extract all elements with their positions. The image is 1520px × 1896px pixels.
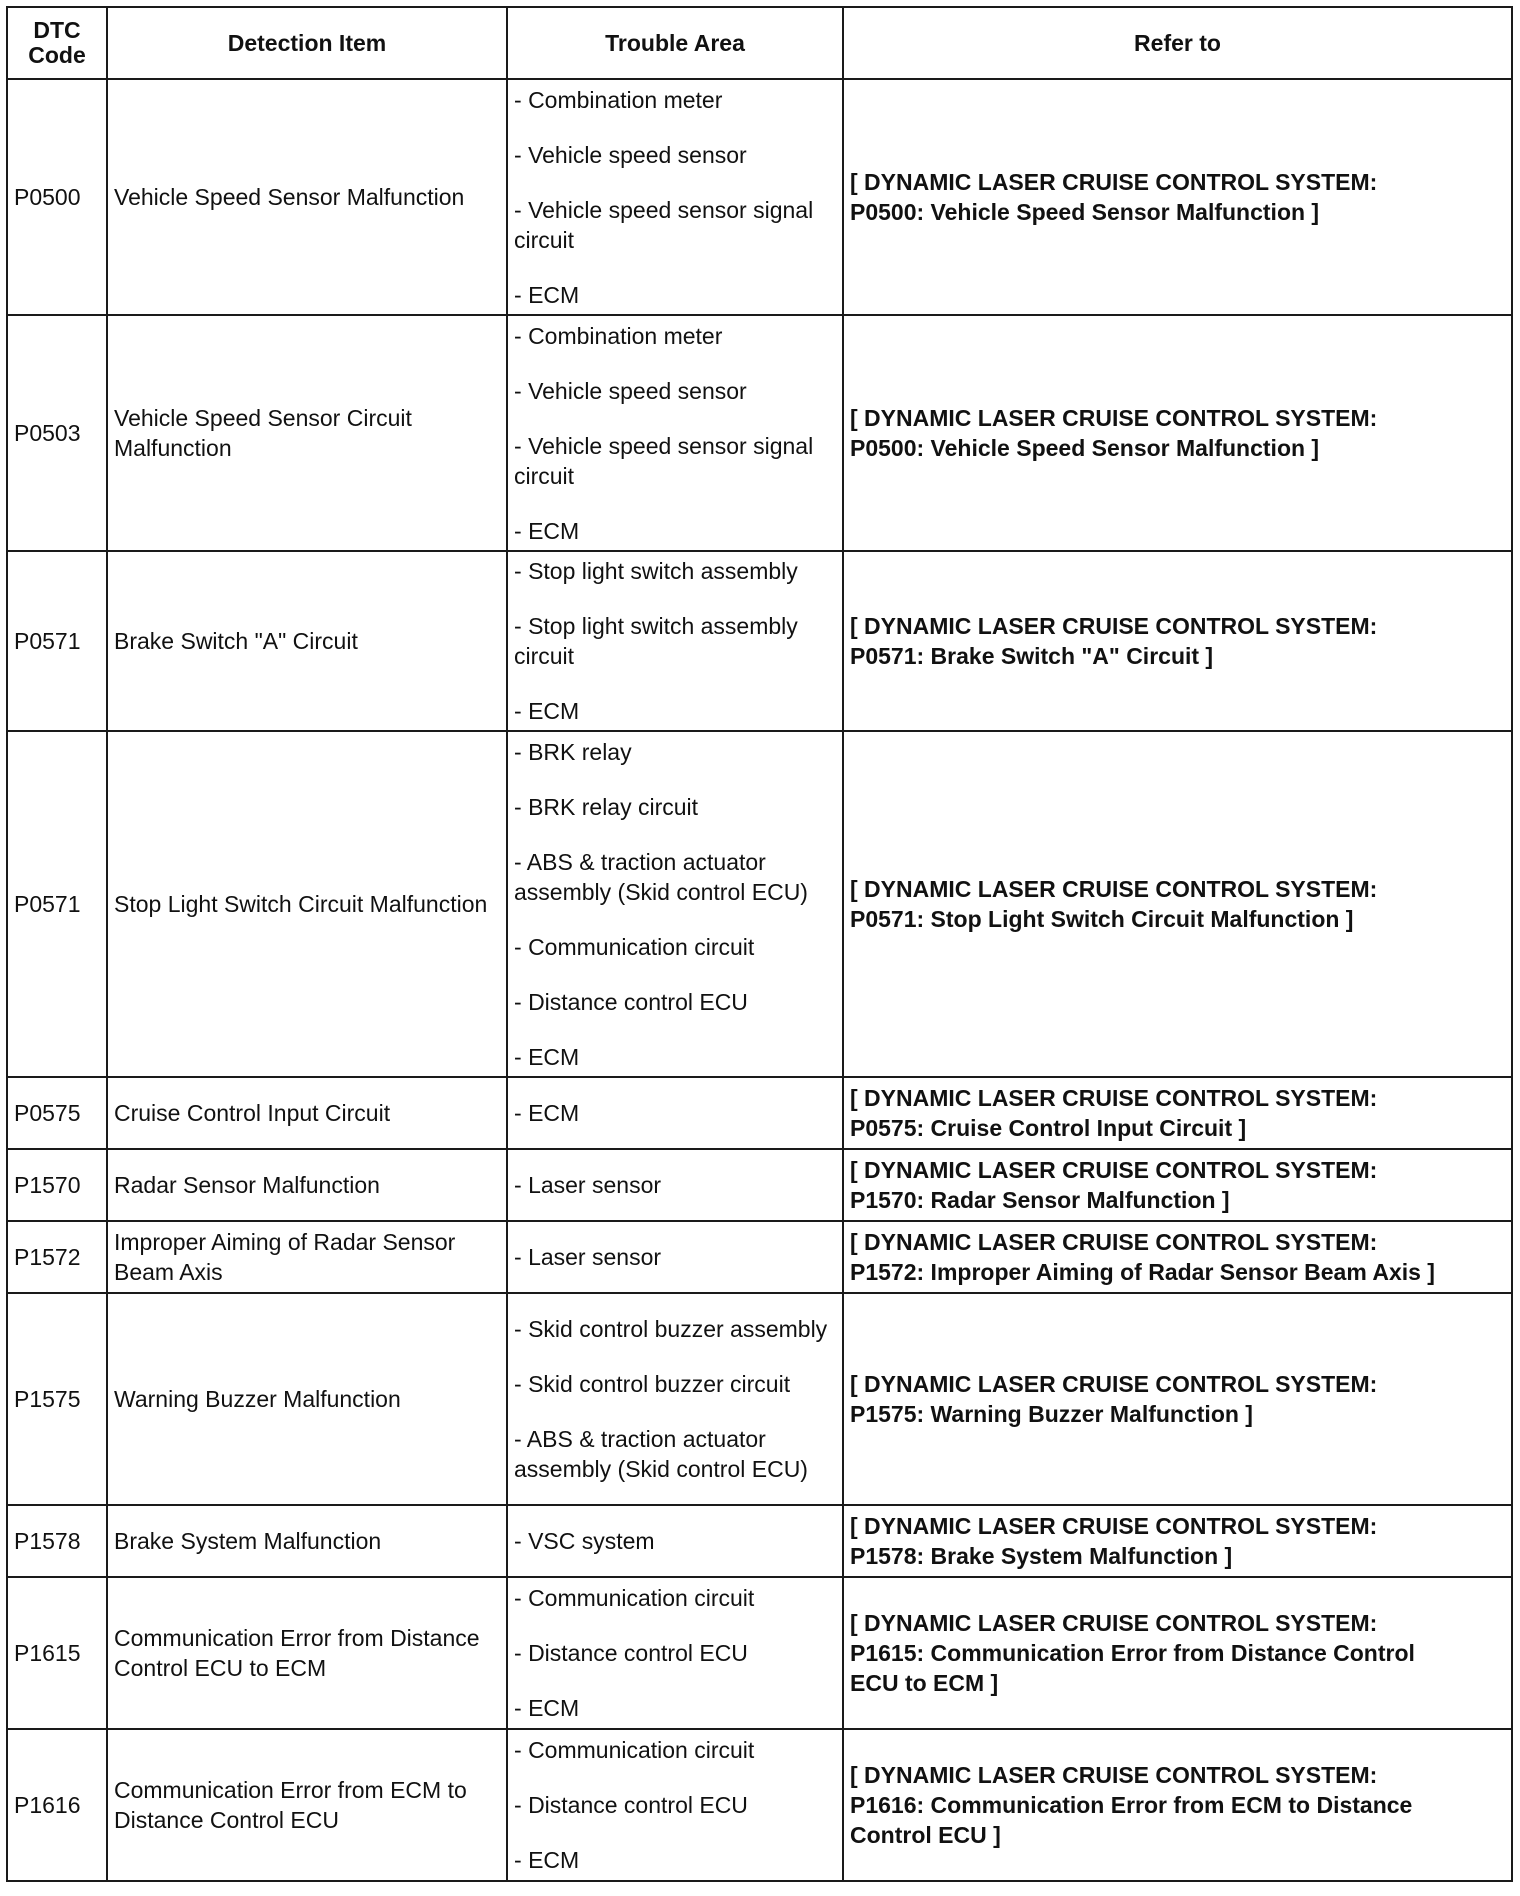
trouble-area-item: - Vehicle speed sensor signal circuit <box>514 431 836 491</box>
dtc-code-cell: P1572 <box>7 1221 107 1293</box>
dtc-code-cell: P0503 <box>7 315 107 551</box>
refer-to-text: [ DYNAMIC LASER CRUISE CONTROL SYSTEM: <box>850 1085 1378 1111</box>
trouble-area-item: - Stop light switch assembly <box>514 556 836 586</box>
trouble-area-item: - Stop light switch assembly circuit <box>514 611 836 671</box>
table-row <box>7 731 1512 1077</box>
refer-to-text: P1572: Improper Aiming of Radar Sensor Beam Axis ] <box>850 1259 1435 1285</box>
dtc-code-cell: P1616 <box>7 1729 107 1881</box>
refer-to-text: [ DYNAMIC LASER CRUISE CONTROL SYSTEM: <box>850 1371 1378 1397</box>
trouble-area-item: - Distance control ECU <box>514 1790 836 1820</box>
header-row <box>7 7 1512 79</box>
trouble-area-item: - Skid control buzzer circuit <box>514 1369 836 1399</box>
refer-to-cell <box>843 1577 1512 1729</box>
detection-item-cell: Cruise Control Input Circuit <box>107 1077 507 1149</box>
detection-item-cell: Vehicle Speed Sensor Malfunction <box>107 79 507 315</box>
trouble-area-item: - Laser sensor <box>514 1170 836 1200</box>
trouble-area-item: - ECM <box>514 280 836 310</box>
trouble-area-cell <box>507 1505 843 1577</box>
trouble-area-list <box>514 1583 836 1723</box>
detection-item-cell: Communication Error from ECM to Distance Control ECU <box>107 1729 507 1881</box>
refer-to-cell <box>843 1077 1512 1149</box>
refer-to-cell <box>843 79 1512 315</box>
refer-to-text: Control ECU ] <box>850 1822 1001 1848</box>
trouble-area-item: - Vehicle speed sensor signal circuit <box>514 195 836 255</box>
trouble-area-cell <box>507 1577 843 1729</box>
refer-to-text: [ DYNAMIC LASER CRUISE CONTROL SYSTEM: <box>850 169 1378 195</box>
refer-to-cell <box>843 731 1512 1077</box>
detection-item-cell: Vehicle Speed Sensor Circuit Malfunction <box>107 315 507 551</box>
trouble-area-item: - Laser sensor <box>514 1242 836 1272</box>
trouble-area-item: - Vehicle speed sensor <box>514 376 836 406</box>
dtc-table <box>6 6 1513 1882</box>
detection-item-cell: Radar Sensor Malfunction <box>107 1149 507 1221</box>
trouble-area-item: - BRK relay <box>514 737 836 767</box>
dtc-code-cell: P1570 <box>7 1149 107 1221</box>
refer-to-text: [ DYNAMIC LASER CRUISE CONTROL SYSTEM: <box>850 1762 1378 1788</box>
trouble-area-item: - ECM <box>514 1098 836 1128</box>
trouble-area-cell <box>507 315 843 551</box>
refer-to-text: ECU to ECM ] <box>850 1670 999 1696</box>
dtc-code-cell: P0571 <box>7 731 107 1077</box>
refer-to-cell <box>843 1293 1512 1505</box>
table-row <box>7 1577 1512 1729</box>
table-row <box>7 551 1512 731</box>
detection-item-cell: Improper Aiming of Radar Sensor Beam Axis <box>107 1221 507 1293</box>
refer-to-text: P1575: Warning Buzzer Malfunction ] <box>850 1401 1253 1427</box>
trouble-area-item: - Distance control ECU <box>514 1638 836 1668</box>
refer-to-text: [ DYNAMIC LASER CRUISE CONTROL SYSTEM: <box>850 1229 1378 1255</box>
dtc-code-cell: P0571 <box>7 551 107 731</box>
refer-to-text: P0500: Vehicle Speed Sensor Malfunction ] <box>850 199 1320 225</box>
table-row <box>7 1505 1512 1577</box>
trouble-area-cell <box>507 1293 843 1505</box>
trouble-area-item: - Distance control ECU <box>514 987 836 1017</box>
detection-item-cell: Stop Light Switch Circuit Malfunction <box>107 731 507 1077</box>
trouble-area-cell <box>507 551 843 731</box>
trouble-area-list <box>514 1098 836 1128</box>
refer-to-text: [ DYNAMIC LASER CRUISE CONTROL SYSTEM: <box>850 1610 1378 1636</box>
trouble-area-list <box>514 1314 836 1484</box>
detection-item-cell: Brake System Malfunction <box>107 1505 507 1577</box>
trouble-area-item: - ABS & traction actuator assembly (Skid control ECU) <box>514 847 836 907</box>
refer-to-cell <box>843 315 1512 551</box>
trouble-area-item: - ABS & traction actuator assembly (Skid control ECU) <box>514 1424 836 1484</box>
table-row <box>7 1293 1512 1505</box>
dtc-code-cell: P1575 <box>7 1293 107 1505</box>
trouble-area-item: - Combination meter <box>514 85 836 115</box>
trouble-area-item: - VSC system <box>514 1526 836 1556</box>
trouble-area-list <box>514 85 836 310</box>
refer-to-text: [ DYNAMIC LASER CRUISE CONTROL SYSTEM: <box>850 613 1378 639</box>
refer-to-text: P0571: Stop Light Switch Circuit Malfunction ] <box>850 906 1354 932</box>
header-refer-to: Refer to <box>843 7 1512 79</box>
table-row <box>7 79 1512 315</box>
trouble-area-cell <box>507 1221 843 1293</box>
trouble-area-cell <box>507 1149 843 1221</box>
detection-item-cell: Brake Switch "A" Circuit <box>107 551 507 731</box>
trouble-area-list <box>514 321 836 546</box>
refer-to-cell <box>843 1221 1512 1293</box>
table-row <box>7 315 1512 551</box>
refer-to-text: P1615: Communication Error from Distance Control <box>850 1640 1415 1666</box>
trouble-area-item: - Communication circuit <box>514 1735 836 1765</box>
table-row <box>7 1221 1512 1293</box>
trouble-area-list <box>514 737 836 1072</box>
trouble-area-item: - Skid control buzzer assembly <box>514 1314 836 1344</box>
trouble-area-cell <box>507 1077 843 1149</box>
dtc-code-cell: P0575 <box>7 1077 107 1149</box>
trouble-area-list <box>514 1170 836 1200</box>
dtc-code-cell: P1615 <box>7 1577 107 1729</box>
refer-to-text: [ DYNAMIC LASER CRUISE CONTROL SYSTEM: <box>850 405 1378 431</box>
dtc-table-body <box>7 79 1512 1881</box>
detection-item-cell: Communication Error from Distance Control ECU to ECM <box>107 1577 507 1729</box>
trouble-area-cell <box>507 1729 843 1881</box>
trouble-area-item: - Vehicle speed sensor <box>514 140 836 170</box>
dtc-code-cell: P1578 <box>7 1505 107 1577</box>
dtc-code-cell: P0500 <box>7 79 107 315</box>
trouble-area-cell <box>507 731 843 1077</box>
trouble-area-item: - Communication circuit <box>514 1583 836 1613</box>
refer-to-cell <box>843 551 1512 731</box>
header-dtc-code <box>7 7 107 79</box>
header-dtc-code-line2: Code <box>28 42 86 68</box>
trouble-area-item: - ECM <box>514 696 836 726</box>
header-dtc-code-line1: DTC <box>33 17 81 43</box>
header-detection-item: Detection Item <box>107 7 507 79</box>
trouble-area-cell <box>507 79 843 315</box>
refer-to-cell <box>843 1505 1512 1577</box>
refer-to-text: P1578: Brake System Malfunction ] <box>850 1543 1233 1569</box>
refer-to-text: [ DYNAMIC LASER CRUISE CONTROL SYSTEM: <box>850 1513 1378 1539</box>
refer-to-cell <box>843 1729 1512 1881</box>
table-row <box>7 1729 1512 1881</box>
detection-item-cell: Warning Buzzer Malfunction <box>107 1293 507 1505</box>
table-row <box>7 1149 1512 1221</box>
refer-to-text: P0571: Brake Switch "A" Circuit ] <box>850 643 1214 669</box>
refer-to-text: P1616: Communication Error from ECM to Distance <box>850 1792 1413 1818</box>
header-trouble-area: Trouble Area <box>507 7 843 79</box>
trouble-area-item: - ECM <box>514 1042 836 1072</box>
trouble-area-item: - ECM <box>514 516 836 546</box>
trouble-area-list <box>514 1242 836 1272</box>
trouble-area-item: - BRK relay circuit <box>514 792 836 822</box>
trouble-area-list <box>514 1526 836 1556</box>
trouble-area-item: - ECM <box>514 1693 836 1723</box>
refer-to-text: [ DYNAMIC LASER CRUISE CONTROL SYSTEM: <box>850 1157 1378 1183</box>
refer-to-text: [ DYNAMIC LASER CRUISE CONTROL SYSTEM: <box>850 876 1378 902</box>
refer-to-text: P0500: Vehicle Speed Sensor Malfunction ] <box>850 435 1320 461</box>
refer-to-text: P0575: Cruise Control Input Circuit ] <box>850 1115 1247 1141</box>
refer-to-text: P1570: Radar Sensor Malfunction ] <box>850 1187 1230 1213</box>
trouble-area-item: - Combination meter <box>514 321 836 351</box>
trouble-area-list <box>514 556 836 726</box>
table-row <box>7 1077 1512 1149</box>
trouble-area-list <box>514 1735 836 1875</box>
trouble-area-item: - ECM <box>514 1845 836 1875</box>
refer-to-cell <box>843 1149 1512 1221</box>
trouble-area-item: - Communication circuit <box>514 932 836 962</box>
